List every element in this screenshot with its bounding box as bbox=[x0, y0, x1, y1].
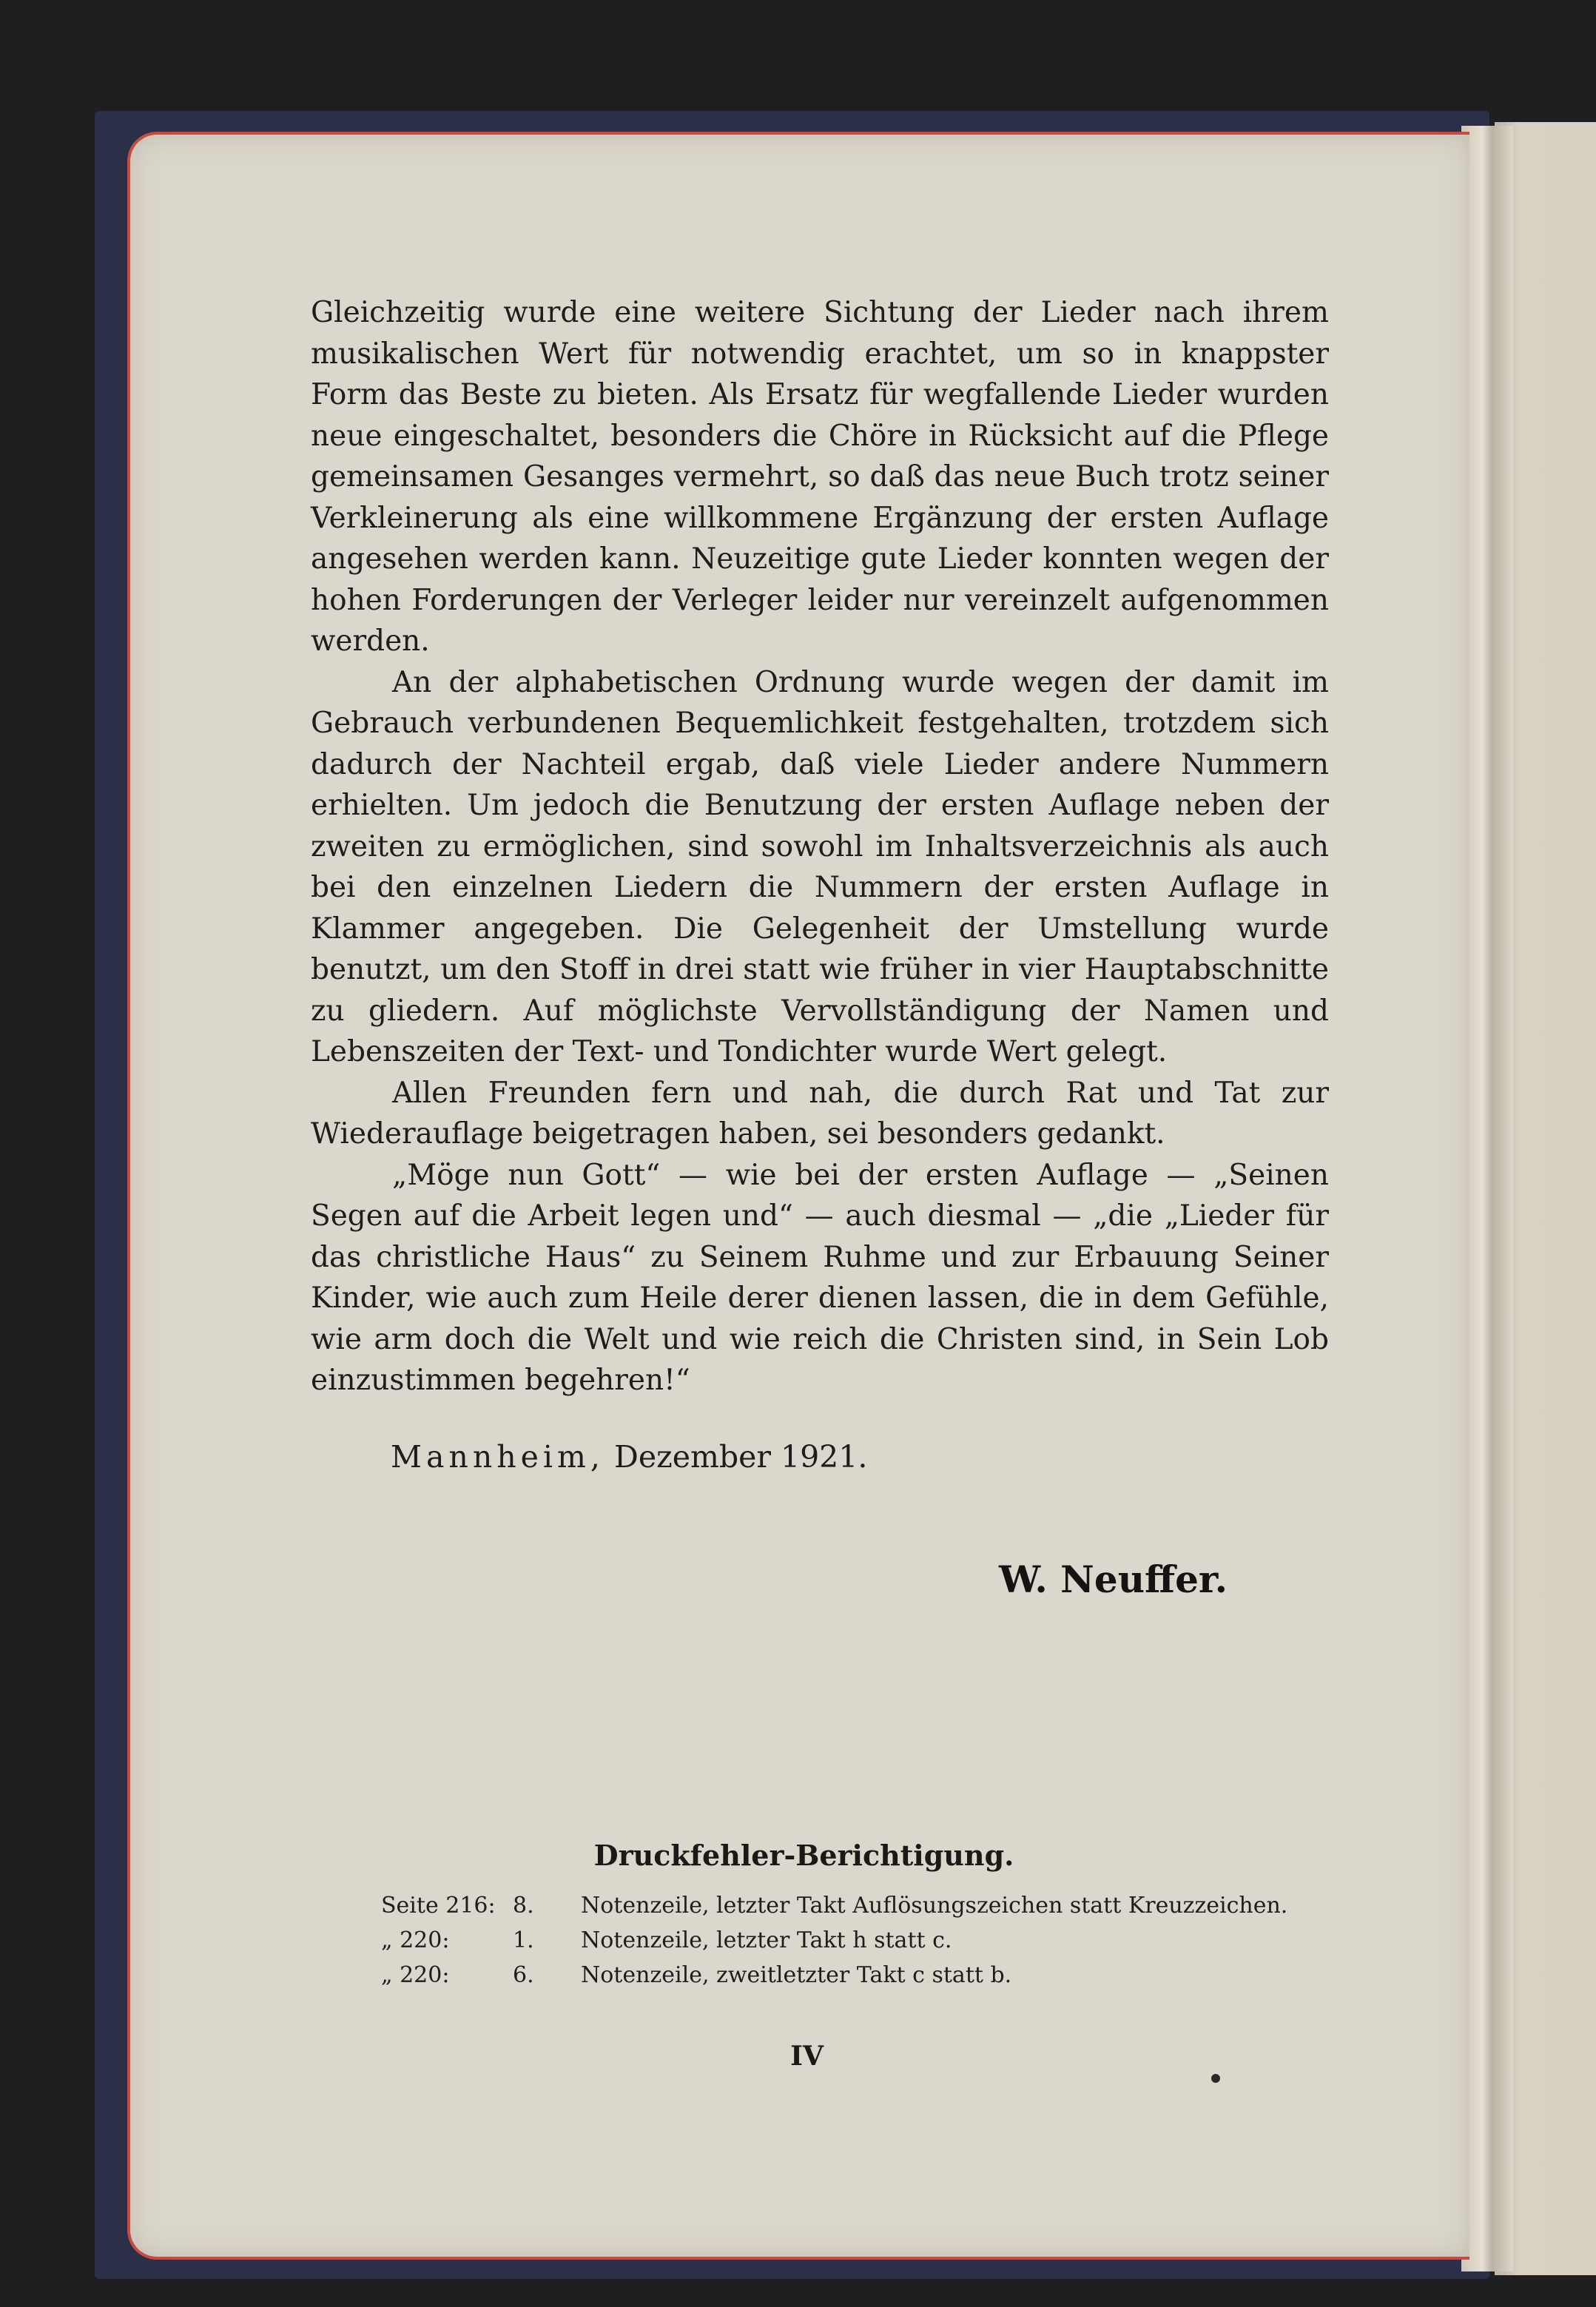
errata-line: 6. bbox=[513, 1962, 534, 1988]
folio: IV bbox=[790, 2041, 824, 2072]
errata-line: 8. bbox=[513, 1893, 534, 1919]
errata-text: Notenzeile, zweitletzter Takt c statt b. bbox=[581, 1962, 1012, 1988]
signature: W. Neuffer. bbox=[999, 1557, 1228, 1601]
errata-list bbox=[381, 1888, 1287, 1993]
errata-row bbox=[381, 1888, 1287, 1923]
page-number bbox=[0, 2041, 1596, 2072]
preface-text bbox=[311, 292, 1329, 1401]
errata-line: 1. bbox=[513, 1927, 534, 1953]
errata-text: Notenzeile, letzter Takt h statt c. bbox=[581, 1927, 952, 1953]
date: Dezember 1921. bbox=[613, 1439, 868, 1475]
errata-page: „ 220: bbox=[381, 1927, 450, 1953]
errata-page: „ 220: bbox=[381, 1962, 450, 1988]
paragraph: Allen Freunden fern und nah, die durch Rat und Tat zur Wiederauflage beigetragen haben, sei besonders gedankt. bbox=[311, 1076, 1329, 1151]
paragraph: An der alphabetischen Ordnung wurde wegen der damit im Gebrauch verbundenen Bequemlichkeit festgehalten, trotzdem sich dadurch der Nachteil ergab, daß viele Lieder andere Nummern erhielten. Um jedoch die Benutzung der ersten Auflage neben der zweiten zu ermöglichen, sind sowohl im Inhaltsverzeichnis als auch bei den einzelnen Liedern die Nummern der ersten Auflage in Klammer angegeben. Die Gelegenheit der Umstellung wurde benutzt, um den Stoff in drei statt wie früher in vier Hauptabschnitte zu gliedern. Auf möglichste Vervollständigung der Namen und Lebenszeiten der Text- und Tondichter wurde Wert gelegt. bbox=[311, 665, 1329, 1068]
paragraph: „Möge nun Gott“ — wie bei der ersten Auflage — „Seinen Segen auf die Arbeit legen und“ — auch diesmal — „die „Lieder für das christliche Haus“ zu Seinem Ruhme und zur Erbauung Seiner Kinder, wie auch zum Heile derer dienen lassen, die in dem Gefühle, wie arm doch die Welt und wie reich die Christen sind, in Sein Lob einzustimmen begehren!“ bbox=[311, 1158, 1329, 1397]
errata-row bbox=[381, 1923, 1287, 1958]
errata-title: Druckfehler-Berichtigung. bbox=[593, 1839, 1014, 1872]
errata-page: Seite 216: bbox=[381, 1893, 496, 1919]
place-and-date bbox=[391, 1439, 867, 1475]
errata-row bbox=[381, 1958, 1287, 1993]
place: Mannheim, bbox=[391, 1439, 605, 1475]
errata-heading bbox=[0, 1839, 1596, 1872]
errata-text: Notenzeile, letzter Takt Auflösungszeichen statt Kreuzzeichen. bbox=[581, 1893, 1288, 1919]
paragraph: Gleichzeitig wurde eine weitere Sichtung der Lieder nach ihrem musikalischen Wert für notwendig erachtet, um so in knappster Form das Beste zu bieten. Als Ersatz für wegfallende Lieder wurden neue eingeschaltet, besonders die Chöre in Rücksicht auf die Pflege gemeinsamen Gesanges vermehrt, so daß das neue Buch trotz seiner Verkleinerung als eine willkommene Ergänzung der ersten Auflage angesehen werden kann. Neuzeitige gute Lieder konnten wegen der hohen Forderungen der Verleger leider nur vereinzelt aufgenommen werden. bbox=[311, 296, 1329, 658]
ink-dot bbox=[1211, 2074, 1220, 2083]
